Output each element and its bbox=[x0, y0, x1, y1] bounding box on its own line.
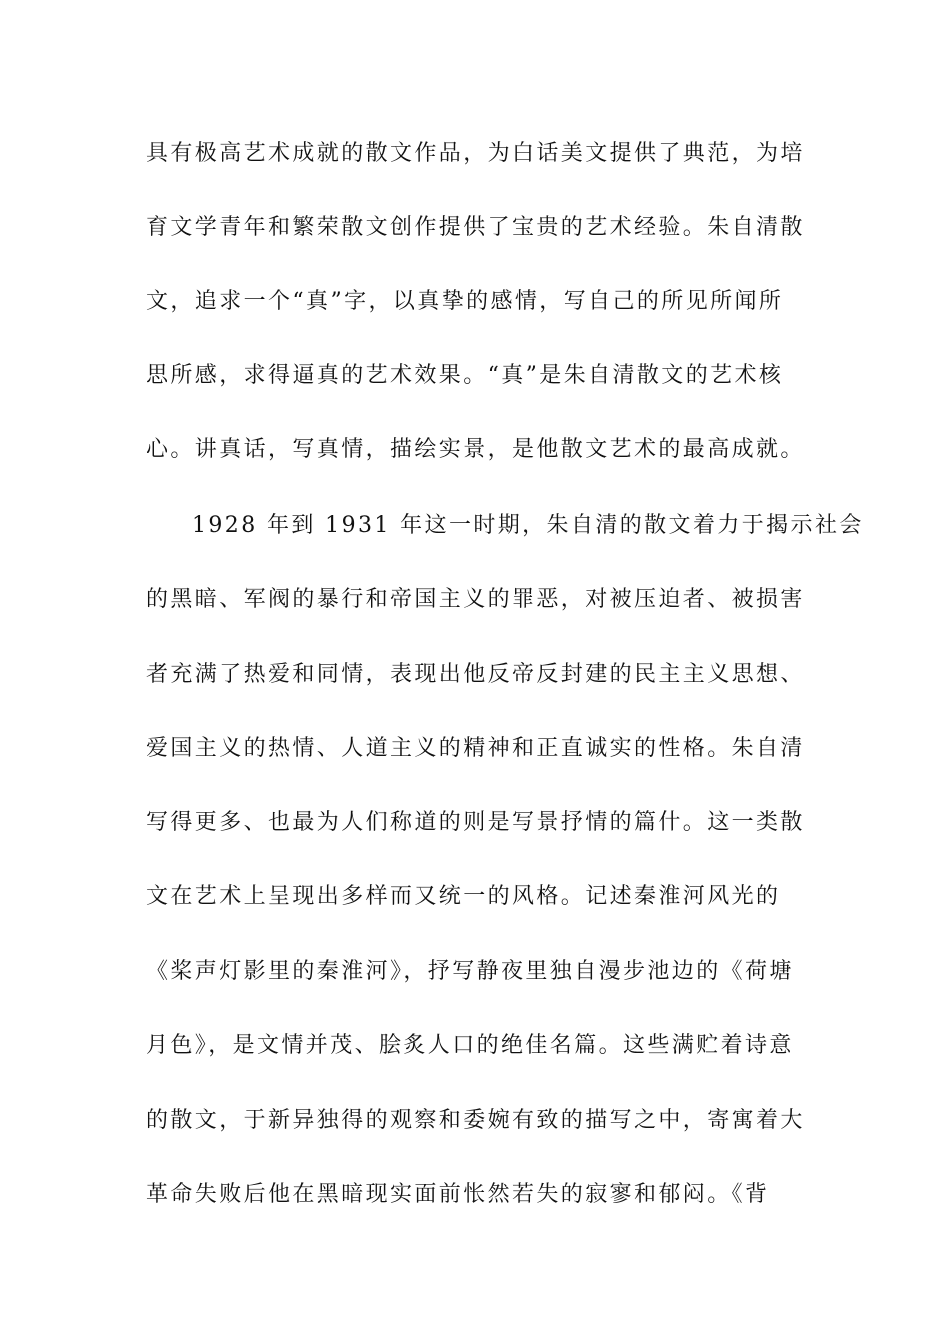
text-line: 革命失败后他在黑暗现实面前怅然若失的寂寥和郁闷。《背 bbox=[146, 1182, 770, 1207]
text-line: 者充满了热爱和同情，表现出他反帝反封建的民主主义思想、 bbox=[146, 662, 805, 687]
text-line: 文在艺术上呈现出多样而又统一的风格。记述秦淮河风光的 bbox=[146, 884, 781, 909]
text-line: 的黑暗、军阀的暴行和帝国主义的罪恶，对被压迫者、被损害 bbox=[146, 587, 805, 612]
text-line: 1928 年到 1931 年这一时期，朱自清的散文着力于揭示社会 bbox=[192, 513, 864, 538]
text-line: 思所感，求得逼真的艺术效果。“真”是朱自清散文的艺术核 bbox=[146, 363, 784, 388]
text-line: 爱国主义的热情、人道主义的精神和正直诚实的性格。朱自清 bbox=[146, 736, 805, 761]
text-line: 心。讲真话，写真情，描绘实景，是他散文艺术的最高成就。 bbox=[146, 437, 805, 462]
text-line: 育文学青年和繁荣散文创作提供了宝贵的艺术经验。朱自清散 bbox=[146, 215, 805, 240]
text-line: 具有极高艺术成就的散文作品，为白话美文提供了典范，为培 bbox=[146, 141, 805, 166]
text-line: 月色》，是文情并茂、脍炙人口的绝佳名篇。这些满贮着诗意 bbox=[146, 1033, 794, 1058]
text-line: 文，追求一个“真”字，以真挚的感情，写自己的所见所闻所 bbox=[146, 289, 784, 314]
text-line: 写得更多、也最为人们称道的则是写景抒情的篇什。这一类散 bbox=[146, 810, 805, 835]
text-line: 《桨声灯影里的秦淮河》，抒写静夜里独自漫步池边的《荷塘 bbox=[146, 959, 794, 984]
text-line: 的散文，于新异独得的观察和委婉有致的描写之中，寄寓着大 bbox=[146, 1108, 805, 1133]
